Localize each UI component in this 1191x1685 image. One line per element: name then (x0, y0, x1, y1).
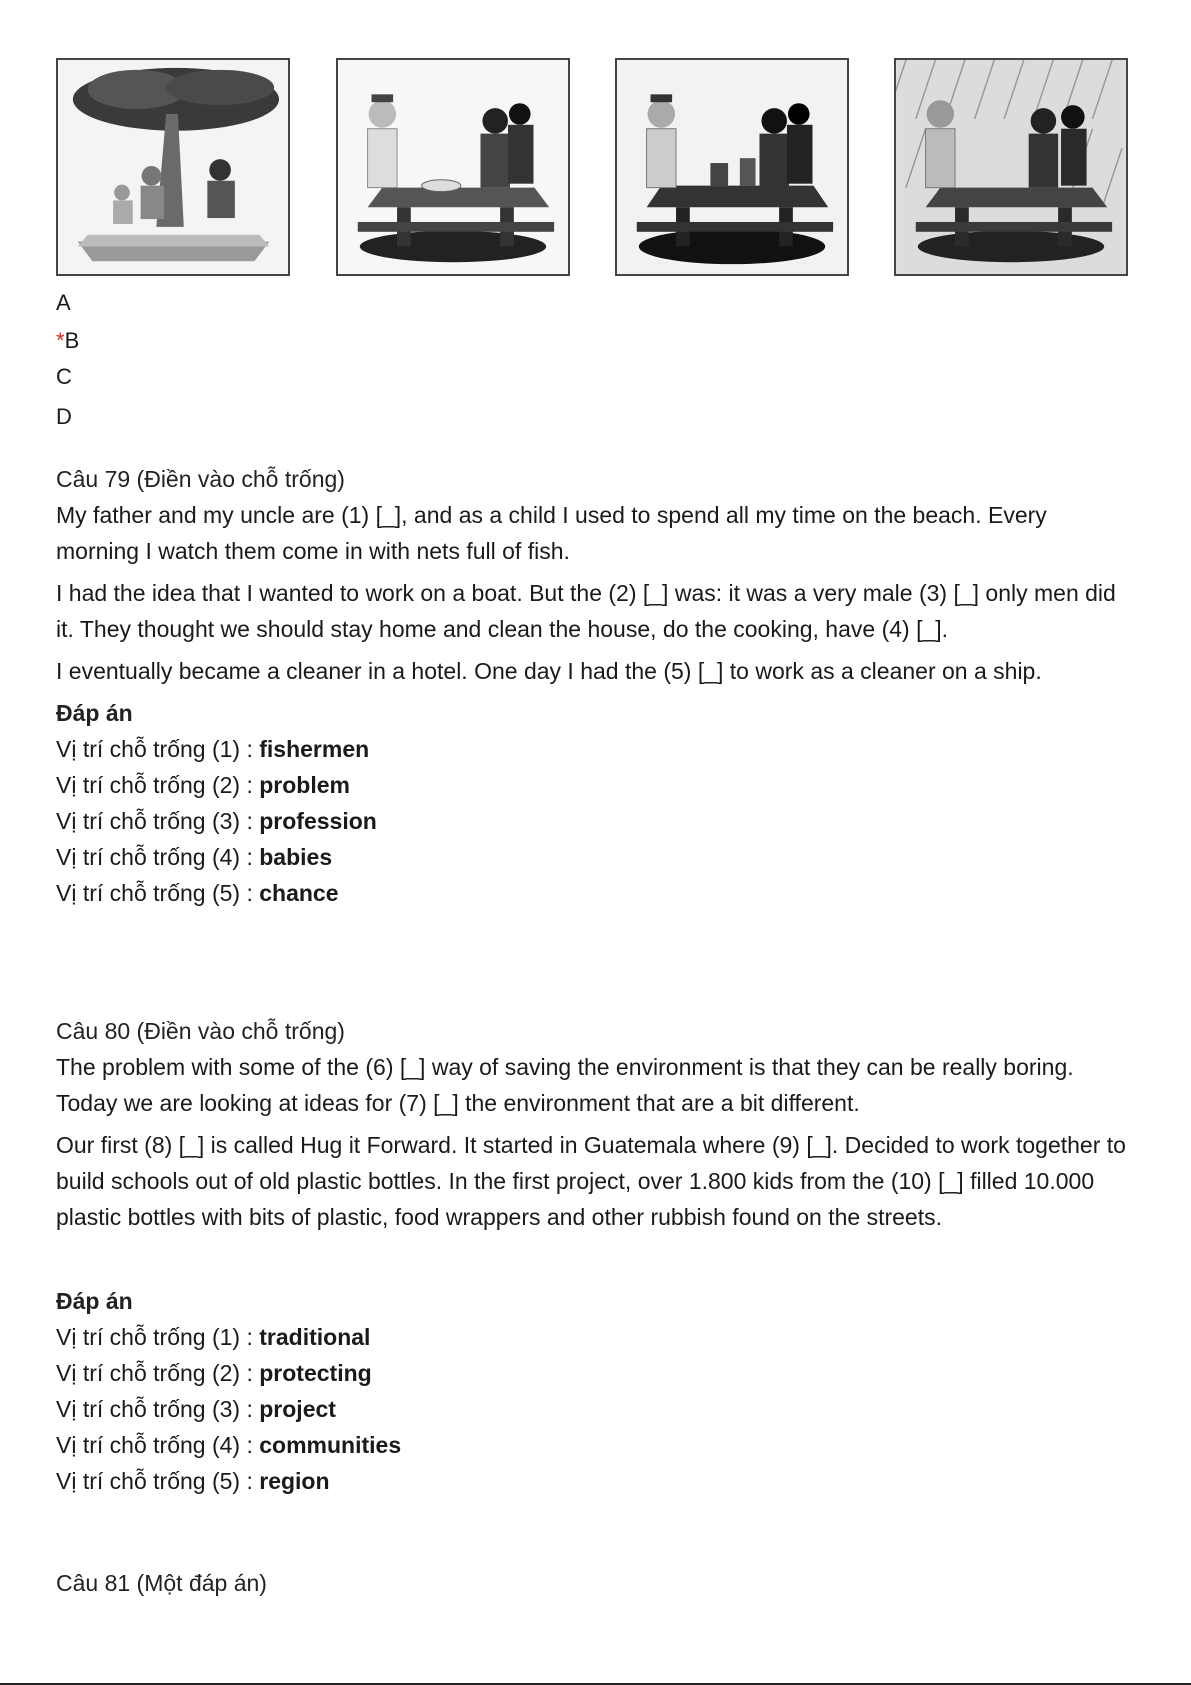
answer-word: traditional (259, 1324, 371, 1350)
answer-heading: Đáp án (56, 700, 133, 726)
answer-word: protecting (259, 1360, 372, 1386)
question-title: Câu 80 (Điền vào chỗ trống) (56, 1018, 345, 1044)
answer-word: project (259, 1396, 336, 1422)
answer-word: region (259, 1468, 330, 1494)
option-label: B (64, 328, 80, 353)
answer-row: Vị trí chỗ trống (2) : problem (56, 772, 350, 798)
question-title: Câu 81 (Một đáp án) (56, 1570, 267, 1596)
correct-marker: * (56, 328, 65, 353)
answer-word: babies (259, 844, 333, 870)
picnic-table-rain-image[interactable] (894, 58, 1128, 276)
passage-paragraph: I eventually became a cleaner in a hotel. One day I had the (5) [_] to work as a cleaner on a ship. (56, 658, 1042, 684)
picnic-table-food-image[interactable] (336, 58, 570, 276)
answer-row: Vị trí chỗ trống (4) : babies (56, 844, 333, 870)
answer-word: communities (259, 1432, 402, 1458)
question-image-row (56, 58, 1136, 283)
passage-paragraph: My father and my uncle are (1) [_], and as a child I used to spend all my time on the beach. Every morning I watch them come in with nets full of fish. (56, 502, 1047, 564)
picnic-table-clouds-image[interactable] (615, 58, 849, 276)
answer-word: profession (259, 808, 377, 834)
answer-word: chance (259, 880, 339, 906)
option-b[interactable] (56, 328, 79, 354)
passage-paragraph: The problem with some of the (6) [_] way of saving the environment is that they can be really boring. Today we are looking at ideas for (7) [_] the environment that are a bit different. (56, 1054, 1074, 1116)
option-label: D (56, 404, 72, 429)
question-title: Câu 79 (Điền vào chỗ trống) (56, 466, 345, 492)
answer-heading: Đáp án (56, 1288, 133, 1314)
question-81 (56, 1565, 1136, 1601)
answer-row: Vị trí chỗ trống (3) : project (56, 1396, 336, 1422)
option-a[interactable] (56, 290, 71, 316)
option-c[interactable] (56, 364, 72, 390)
answer-row: Vị trí chỗ trống (5) : region (56, 1468, 330, 1494)
passage-paragraph: I had the idea that I wanted to work on a boat. But the (2) [_] was: it was a very male (3) [_] only men did it. They thought we should stay home and clean the house, do the cooking, have (4) [_]. (56, 580, 1116, 642)
answer-row: Vị trí chỗ trống (3) : profession (56, 808, 377, 834)
answer-row: Vị trí chỗ trống (4) : communities (56, 1432, 402, 1458)
answer-row: Vị trí chỗ trống (1) : traditional (56, 1324, 371, 1350)
question-79 (56, 461, 1136, 911)
answer-row: Vị trí chỗ trống (2) : protecting (56, 1360, 372, 1386)
passage-paragraph: Our first (8) [_] is called Hug it Forward. It started in Guatemala where (9) [_]. Decided to work together to build schools out of old plastic bottles. In the first project, over 1.800 kids from the (10) [_] filled 10.000 plastic bottles with bits of plastic, food wrappers and other rubbish found on the streets. (56, 1132, 1126, 1230)
answer-row: Vị trí chỗ trống (1) : fishermen (56, 736, 370, 762)
picnic-under-tree-image[interactable] (56, 58, 290, 276)
answer-word: problem (259, 772, 350, 798)
answer-word: fishermen (259, 736, 370, 762)
option-label: C (56, 364, 72, 389)
question-80 (56, 1013, 1136, 1499)
answer-row: Vị trí chỗ trống (5) : chance (56, 880, 339, 906)
option-label: A (56, 290, 71, 315)
option-d[interactable] (56, 404, 72, 430)
